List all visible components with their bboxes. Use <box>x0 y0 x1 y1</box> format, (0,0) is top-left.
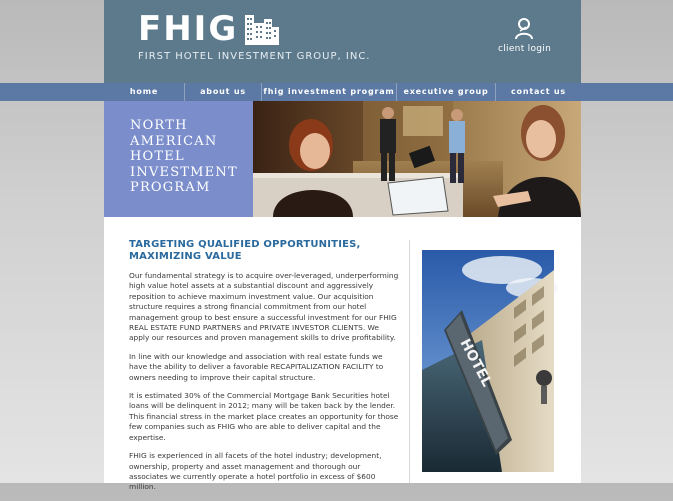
banner-title: NORTH AMERICAN HOTEL INVESTMENT PROGRAM <box>130 118 238 195</box>
article-paragraph: FHIG is experienced in all facets of the hotel industry; development, ownership, property and asset management and thorough our associates we currently operate a hotel portfolio in excess of $600 million. <box>129 451 382 492</box>
article-paragraph: In line with our knowledge and association with real estate funds we have the ability to deliver a favorable RECAPITALIZATION FACILITY to owners needing to improve their capital structure. <box>129 351 384 382</box>
article <box>129 239 401 501</box>
article-paragraph: It is estimated 30% of the Commercial Mortgage Bank Securities hotel loans will be delinquent in 2012; many will be taken back by the lender. This financial stress in the market place creates an opportunity for those few companies such as FHIG who are able to deliver capital and the expertise. <box>129 391 399 442</box>
banner-title-panel <box>104 101 253 217</box>
hotel-sign-text: HOTEL <box>456 336 495 390</box>
company-name: FIRST HOTEL INVESTMENT GROUP, INC. <box>138 51 371 62</box>
page-wrapper <box>104 0 581 492</box>
nav-item-about-us[interactable]: about us <box>184 83 261 101</box>
column-divider <box>409 240 410 483</box>
article-paragraph: Our fundamental strategy is to acquire over-leveraged, underperforming high value hotel assets at a substantial discount and aggressively reposition to achieve maximum investment value. Our acquisition structure requires a strong financial commitment from our hotel management group to best ensure a successful investment for our FHIG REAL ESTATE FUND PARTNERS and PRIVATE INVESTOR CLIENTS. We apply our resources and proven management skills to drive profitability. <box>129 271 399 343</box>
nav-item-contact-us[interactable]: contact us <box>495 83 581 101</box>
hotel-building-photo <box>422 250 554 472</box>
user-login-icon[interactable] <box>514 17 534 41</box>
client-login-link[interactable]: client login <box>498 44 552 54</box>
site-header <box>104 0 581 83</box>
hotel-reception-photo <box>253 101 581 217</box>
main-content <box>104 217 581 492</box>
main-nav <box>0 83 673 101</box>
nav-item-home[interactable]: home <box>129 87 159 96</box>
building-logo-icon <box>245 15 279 45</box>
nav-item-executive-group[interactable]: executive group <box>396 83 495 101</box>
nav-item-investment-program[interactable]: fhig investment program <box>261 83 396 101</box>
logo-text[interactable]: FHIG <box>138 9 239 49</box>
article-headline: TARGETING QUALIFIED OPPORTUNITIES, MAXIMIZING VALUE <box>129 239 361 262</box>
